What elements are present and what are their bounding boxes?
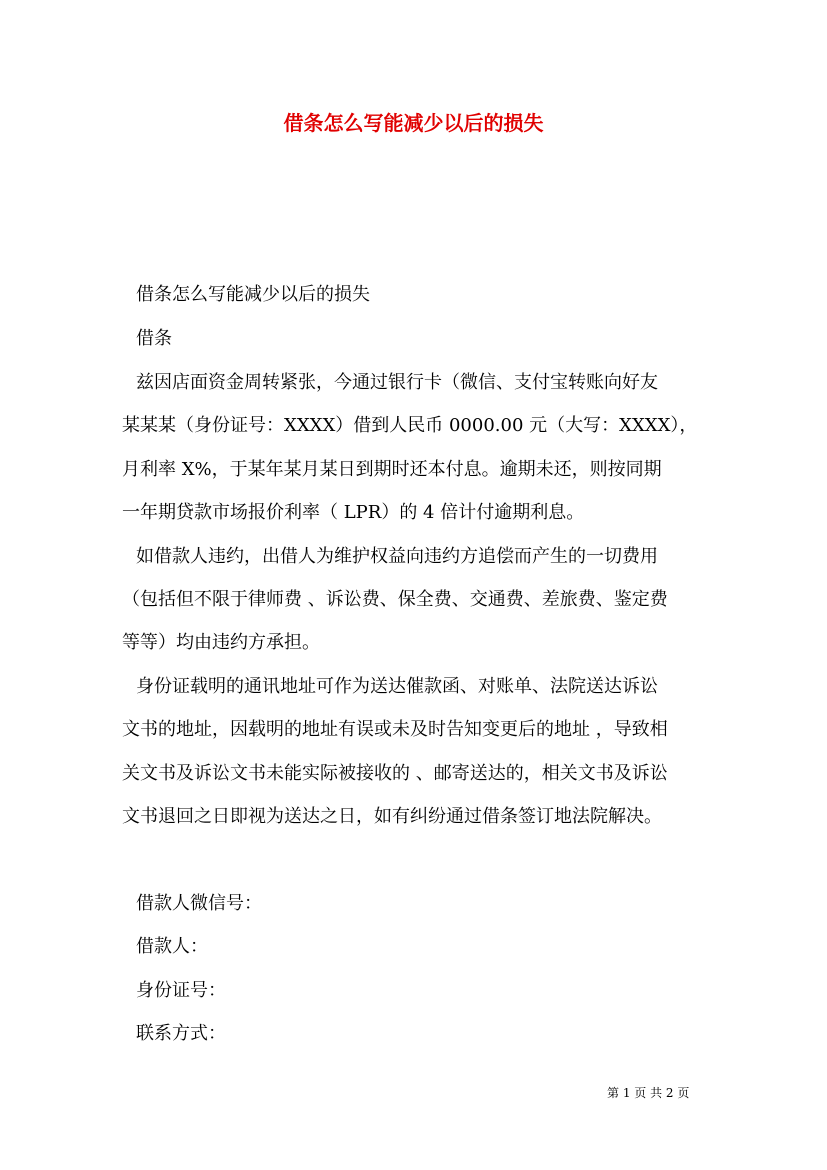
paragraph-3-line-4: 文书退回之日即视为送达之日，如有纠纷通过借条签订地法院解决。 — [122, 806, 662, 827]
paragraph-2-line-3: 等等）均由违约方承担。 — [122, 632, 320, 653]
borrower-wechat-field: 借款人微信号： — [136, 893, 262, 914]
paragraph-2-line-1: 如借款人违约，出借人为维护权益向违约方追偿而产生的一切费用 — [136, 546, 658, 567]
paragraph-3-line-2: 文书的地址，因载明的地址有误或未及时告知变更后的地址 ，导致相 — [122, 719, 668, 740]
paragraph-1-line-1: 兹因店面资金周转紧张，今通过银行卡（微信、支付宝转账向好友 — [136, 372, 658, 393]
paragraph-1-line-4: 一年期贷款市场报价利率（ LPR）的 4 倍计付逾期利息。 — [122, 502, 585, 523]
heading-line: 借条怎么写能减少以后的损失 — [136, 284, 370, 305]
paragraph-2-line-2: （包括但不限于律师费 、诉讼费、保全费、交通费、差旅费、鉴定费 — [122, 589, 668, 610]
paragraph-3-line-1: 身份证载明的通讯地址可作为送达催款函、对账单、法院送达诉讼 — [136, 676, 658, 697]
document-title: 借条怎么写能减少以后的损失 — [283, 111, 544, 135]
paragraph-1-line-3: 月利率 X%，于某年某月某日到期时还本付息。逾期未还，则按同期 — [122, 459, 662, 480]
paragraph-1-line-2: 某某某（身份证号：XXXX）借到人民币 0000.00 元（大写：XXXX）， — [122, 415, 698, 436]
id-number-field: 身份证号： — [136, 980, 226, 1001]
subheading-line: 借条 — [136, 328, 172, 349]
borrower-field: 借款人： — [136, 936, 208, 957]
page-footer: 第 1 页 共 2 页 — [607, 1086, 690, 1100]
contact-field: 联系方式： — [136, 1023, 226, 1044]
paragraph-3-line-3: 关文书及诉讼文书未能实际被接收的 、邮寄送达的，相关文书及诉讼 — [122, 763, 668, 784]
